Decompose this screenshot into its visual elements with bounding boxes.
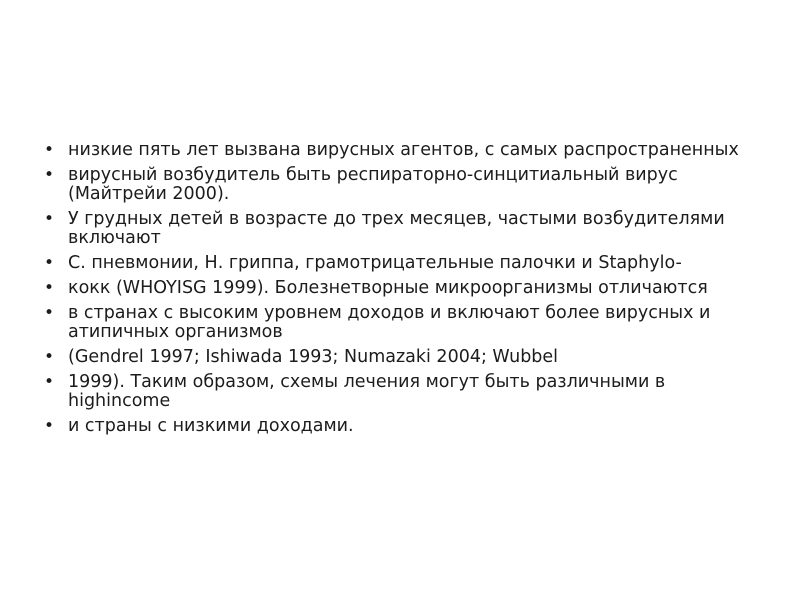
bullet-text: в странах с высоким уровнем доходов и включают более вирусных и атипичных организмов <box>68 303 711 342</box>
bullet-dot-icon: • <box>44 303 55 323</box>
bullet-dot-icon: • <box>44 372 55 392</box>
bullet-text: вирусный возбудитель быть респираторно-синцитиальный вирус (Майтрейи 2000). <box>68 165 678 204</box>
list-item <box>44 417 764 436</box>
list-item <box>44 210 764 248</box>
bullet-dot-icon: • <box>44 209 55 229</box>
list-item <box>44 166 764 204</box>
bullet-dot-icon: • <box>44 416 55 436</box>
bullet-text: и страны с низкими доходами. <box>68 416 354 436</box>
bullet-text: низкие пять лет вызвана вирусных агентов, с самых распространенных <box>68 140 739 160</box>
list-item <box>44 373 764 411</box>
bullet-dot-icon: • <box>44 140 55 160</box>
list-item <box>44 254 764 273</box>
list-item <box>44 141 764 160</box>
list-item <box>44 348 764 367</box>
bullet-dot-icon: • <box>44 347 55 367</box>
bullet-text: С. пневмонии, Н. гриппа, грамотрицательные палочки и Staphylo- <box>68 253 682 273</box>
bullet-text: 1999). Таким образом, схемы лечения могут быть различными в highincome <box>68 372 666 411</box>
bullet-list <box>44 141 764 442</box>
bullet-text: кокк (WHOYISG 1999). Болезнетворные микроорганизмы отличаются <box>68 278 708 298</box>
bullet-text: (Gendrel 1997; Ishiwada 1993; Numazaki 2004; Wubbel <box>68 347 559 367</box>
list-item <box>44 304 764 342</box>
bullet-dot-icon: • <box>44 278 55 298</box>
list-item <box>44 279 764 298</box>
bullet-dot-icon: • <box>44 165 55 185</box>
bullet-text: У грудных детей в возрасте до трех месяцев, частыми возбудителями включают <box>68 209 725 248</box>
bullet-dot-icon: • <box>44 253 55 273</box>
